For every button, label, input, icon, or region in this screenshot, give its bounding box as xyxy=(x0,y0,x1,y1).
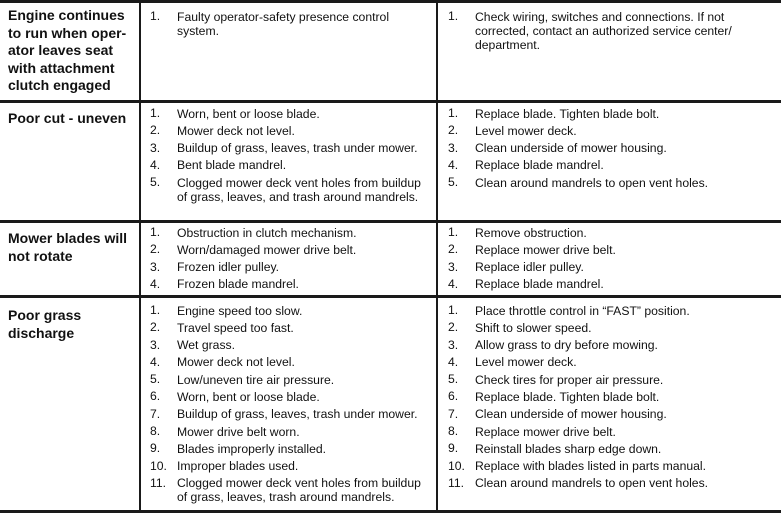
remedy-item xyxy=(440,105,776,122)
item-number: 4. xyxy=(150,276,161,291)
item-text: Replace mower drive belt. xyxy=(475,424,616,439)
item-number: 3. xyxy=(448,140,459,155)
item-number: 1. xyxy=(150,303,161,317)
item-text: Clogged mower deck vent holes from buildup of grass, leaves, trash around mandrels. xyxy=(177,476,421,505)
item-text: Clean around mandrels to open vent holes. xyxy=(475,175,709,190)
item-text: Buildup of grass, leaves, trash under mower. xyxy=(177,407,418,422)
remedy-item xyxy=(440,241,776,258)
item-text: Improper blades used. xyxy=(177,459,299,474)
remedy-item xyxy=(440,276,776,293)
item-text: Clogged mower deck vent holes from buildup of grass, leaves, and trash around mandrels. xyxy=(177,175,421,204)
table-row xyxy=(0,100,781,220)
item-number: 6. xyxy=(150,389,161,404)
item-number: 4. xyxy=(448,157,459,172)
remedy-item xyxy=(440,423,776,440)
problem-label: Poor cut - uneven xyxy=(8,110,127,126)
table-row xyxy=(0,0,781,100)
item-text: Low/uneven tire air pressure. xyxy=(177,372,335,387)
item-number: 8. xyxy=(150,424,161,439)
item-text: Blades improperly installed. xyxy=(177,441,327,456)
item-text: Mower drive belt worn. xyxy=(177,424,300,439)
remedy-item xyxy=(440,224,776,241)
remedy-item xyxy=(440,122,776,139)
item-number: 4. xyxy=(448,354,459,369)
item-text: Clean around mandrels to open vent holes. xyxy=(475,476,709,491)
causes-column xyxy=(142,224,434,293)
cause-item xyxy=(142,122,434,139)
item-number: 2. xyxy=(448,320,459,335)
item-text: Obstruction in clutch mechanism. xyxy=(177,225,357,240)
cause-item xyxy=(142,354,434,371)
remedy-item xyxy=(440,8,776,52)
cause-item xyxy=(142,475,434,505)
item-text: Wet grass. xyxy=(177,338,236,353)
item-text: Replace blade. Tighten blade bolt. xyxy=(475,106,660,121)
remedy-item xyxy=(440,458,776,475)
item-number: 4. xyxy=(150,157,161,172)
cause-item xyxy=(142,406,434,423)
item-text: Shift to slower speed. xyxy=(475,320,592,335)
item-number: 2. xyxy=(150,123,161,138)
item-text: Level mower deck. xyxy=(475,123,577,138)
remedy-item xyxy=(440,475,776,492)
problem-label: Engine continues to run when oper-ator leaves seat with attachment clutch engaged xyxy=(8,7,127,93)
item-number: 4. xyxy=(448,276,459,291)
cause-item xyxy=(142,224,434,241)
item-number: 3. xyxy=(448,337,459,352)
item-text: Mower deck not level. xyxy=(177,123,295,138)
item-text: Worn/damaged mower drive belt. xyxy=(177,242,357,257)
remedy-item xyxy=(440,302,776,319)
item-text: Place throttle control in “FAST” position. xyxy=(475,303,690,318)
item-number: 3. xyxy=(448,259,459,274)
item-number: 1. xyxy=(448,9,459,23)
table-row xyxy=(0,220,781,295)
item-text: Buildup of grass, leaves, trash under mower. xyxy=(177,141,418,156)
item-number: 9. xyxy=(150,441,161,456)
item-text: Replace blade. Tighten blade bolt. xyxy=(475,389,660,404)
remedy-item xyxy=(440,337,776,354)
item-text: Frozen idler pulley. xyxy=(177,260,280,275)
item-number: 7. xyxy=(150,406,161,421)
item-number: 6. xyxy=(448,389,459,404)
item-number: 1. xyxy=(150,9,161,23)
problem-label: Mower blades will not rotate xyxy=(8,230,128,264)
cause-item xyxy=(142,423,434,440)
item-number: 1. xyxy=(150,106,161,120)
item-number: 1. xyxy=(448,303,459,317)
cause-item xyxy=(142,458,434,475)
cause-item xyxy=(142,259,434,276)
item-text: Reinstall blades sharp edge down. xyxy=(475,441,662,456)
item-text: Engine speed too slow. xyxy=(177,303,303,318)
cause-item xyxy=(142,371,434,388)
item-text: Clean underside of mower housing. xyxy=(475,141,667,156)
remedy-item xyxy=(440,174,776,191)
remedy-item xyxy=(440,406,776,423)
cause-item xyxy=(142,174,434,204)
cause-item xyxy=(142,140,434,157)
item-number: 2. xyxy=(150,242,161,257)
remedy-item xyxy=(440,371,776,388)
item-number: 7. xyxy=(448,406,459,421)
causes-column xyxy=(142,8,434,38)
item-text: Travel speed too fast. xyxy=(177,320,294,335)
remedy-item xyxy=(440,354,776,371)
item-number: 11. xyxy=(448,475,465,490)
item-text: Worn, bent or loose blade. xyxy=(177,389,320,404)
item-number: 2. xyxy=(150,320,161,335)
cause-item xyxy=(142,241,434,258)
table-row xyxy=(0,295,781,510)
item-number: 5. xyxy=(150,175,161,190)
remedy-item xyxy=(440,319,776,336)
remedy-item xyxy=(440,157,776,174)
cause-item xyxy=(142,8,434,38)
item-number: 4. xyxy=(150,354,161,369)
item-text: Check wiring, switches and connections. If not corrected, contact an authorized service center/ department. xyxy=(475,9,732,52)
item-text: Mower deck not level. xyxy=(177,355,295,370)
item-text: Frozen blade mandrel. xyxy=(177,277,299,292)
item-number: 2. xyxy=(448,242,459,257)
remedies-column xyxy=(440,302,776,492)
item-number: 3. xyxy=(150,337,161,352)
item-number: 1. xyxy=(150,225,161,239)
remedy-item xyxy=(440,440,776,457)
item-number: 5. xyxy=(150,372,161,387)
cause-item xyxy=(142,157,434,174)
item-number: 10. xyxy=(150,458,167,473)
remedy-item xyxy=(440,259,776,276)
item-number: 3. xyxy=(150,259,161,274)
cause-item xyxy=(142,105,434,122)
item-number: 5. xyxy=(448,175,459,190)
causes-column xyxy=(142,105,434,204)
item-text: Replace with blades listed in parts manual. xyxy=(475,459,707,474)
item-number: 1. xyxy=(448,106,459,120)
item-text: Worn, bent or loose blade. xyxy=(177,106,320,121)
item-number: 5. xyxy=(448,372,459,387)
remedy-item xyxy=(440,388,776,405)
cause-item xyxy=(142,319,434,336)
cause-item xyxy=(142,440,434,457)
cause-item xyxy=(142,388,434,405)
item-text: Remove obstruction. xyxy=(475,225,587,240)
item-number: 1. xyxy=(448,225,459,239)
item-text: Replace mower drive belt. xyxy=(475,242,616,257)
item-text: Level mower deck. xyxy=(475,355,577,370)
problem-label: Poor grass discharge xyxy=(8,307,82,341)
cause-item xyxy=(142,302,434,319)
item-text: Faulty operator-safety presence control system. xyxy=(177,9,390,38)
item-number: 9. xyxy=(448,441,459,456)
item-text: Bent blade mandrel. xyxy=(177,158,287,173)
item-text: Check tires for proper air pressure. xyxy=(475,372,664,387)
cause-item xyxy=(142,337,434,354)
item-number: 8. xyxy=(448,424,459,439)
item-text: Replace blade mandrel. xyxy=(475,158,604,173)
remedy-item xyxy=(440,140,776,157)
item-text: Allow grass to dry before mowing. xyxy=(475,338,658,353)
item-text: Clean underside of mower housing. xyxy=(475,407,667,422)
remedies-column xyxy=(440,105,776,191)
item-number: 10. xyxy=(448,458,465,473)
cause-item xyxy=(142,276,434,293)
remedies-column xyxy=(440,8,776,52)
item-number: 3. xyxy=(150,140,161,155)
remedies-column xyxy=(440,224,776,293)
item-text: Replace blade mandrel. xyxy=(475,277,604,292)
item-text: Replace idler pulley. xyxy=(475,260,584,275)
item-number: 2. xyxy=(448,123,459,138)
causes-column xyxy=(142,302,434,504)
item-number: 11. xyxy=(150,475,167,490)
